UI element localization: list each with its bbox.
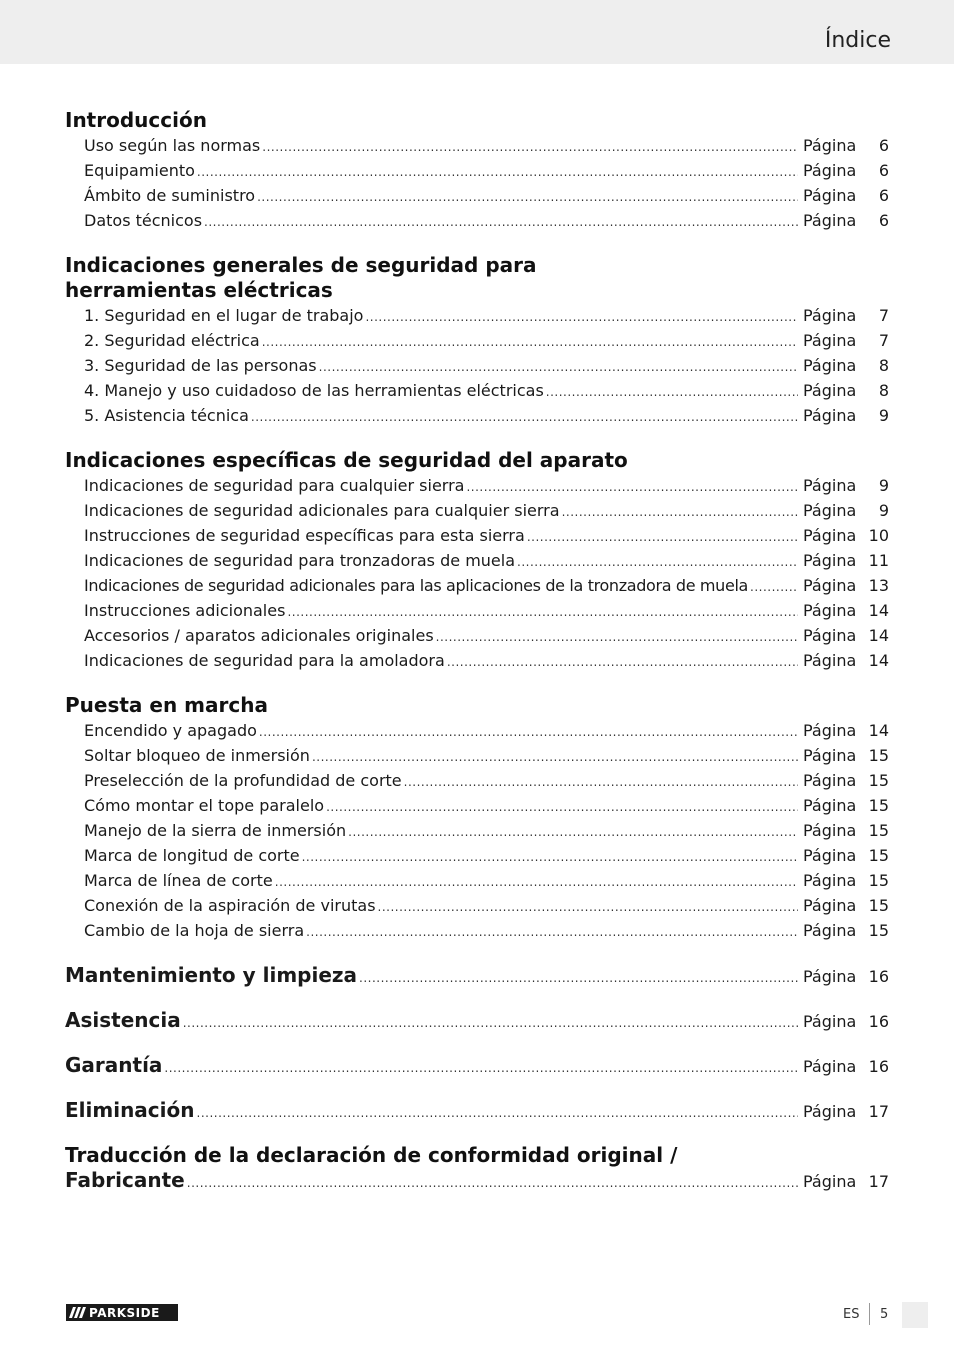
page-number: 16	[868, 967, 889, 986]
dot-leader	[287, 600, 798, 625]
entry-label: Conexión de la aspiración de virutas	[84, 896, 376, 915]
page-number: 9	[878, 501, 889, 520]
page-word: Página	[803, 1012, 857, 1031]
section-title-line2: Fabricante	[65, 1168, 185, 1192]
page-word: Página	[803, 476, 857, 495]
toc-entry[interactable]	[65, 473, 889, 498]
toc-entry[interactable]	[65, 523, 889, 548]
dot-leader	[197, 1101, 799, 1126]
dot-leader	[197, 160, 798, 185]
toc-entry[interactable]	[65, 183, 889, 208]
page-number: 9	[878, 406, 889, 425]
toc-entry[interactable]	[65, 893, 889, 918]
section-title: Indicaciones específicas de seguridad del aparato	[65, 448, 628, 472]
page-number: 17	[868, 1172, 889, 1191]
page-word: Página	[803, 526, 857, 545]
section-title: Introducción	[65, 108, 207, 132]
entry-label: 2. Seguridad eléctrica	[84, 331, 260, 350]
page-word: Página	[803, 746, 857, 765]
page-word: Página	[803, 921, 857, 940]
section-title: Asistencia	[65, 1008, 181, 1032]
section-title: Eliminación	[65, 1098, 195, 1122]
page-word: Página	[803, 1172, 857, 1191]
page-number: 15	[868, 796, 889, 815]
language-code: ES	[843, 1307, 860, 1322]
page-number: 15	[868, 821, 889, 840]
dot-leader	[164, 1056, 798, 1081]
entry-label: Indicaciones de seguridad para tronzadoras de muela	[84, 551, 516, 570]
toc-entry[interactable]	[65, 768, 889, 793]
toc-entry[interactable]	[65, 918, 889, 943]
page-word: Página	[803, 356, 857, 375]
entry-label: 4. Manejo y uso cuidadoso de las herramientas eléctricas	[84, 381, 544, 400]
toc-entry-fabricante[interactable]	[65, 1168, 889, 1193]
toc-entry[interactable]	[65, 208, 889, 233]
toc-entry[interactable]	[65, 598, 889, 623]
section-title-line2: herramientas eléctricas	[65, 278, 333, 302]
toc-entry[interactable]	[65, 378, 889, 403]
toc-entry[interactable]	[65, 843, 889, 868]
page-word: Página	[803, 381, 857, 400]
page-word: Página	[803, 896, 857, 915]
page-word: Página	[803, 601, 857, 620]
section-title: Garantía	[65, 1053, 163, 1077]
page-number: 10	[868, 526, 889, 545]
page-word: Página	[803, 186, 857, 205]
entry-label: Marca de longitud de corte	[84, 846, 300, 865]
page-number: 15	[868, 921, 889, 940]
page-number: 16	[868, 1012, 889, 1031]
dot-leader	[365, 305, 798, 330]
page-number: 6	[878, 211, 889, 230]
parkside-logo	[66, 1304, 178, 1321]
dot-leader	[319, 355, 798, 380]
page-word: Página	[803, 306, 857, 325]
toc-section-traduccion[interactable]	[65, 1143, 889, 1193]
entry-label: Manejo de la sierra de inmersión	[84, 821, 347, 840]
dot-leader	[546, 380, 798, 405]
entry-label: Indicaciones de seguridad adicionales para las aplicaciones de la tronzadora de muela	[84, 576, 749, 595]
page-word: Página	[803, 501, 857, 520]
dot-leader	[750, 575, 798, 600]
page-number: 6	[878, 186, 889, 205]
entry-label: Equipamiento	[84, 161, 195, 180]
toc-section-asistencia[interactable]	[65, 1008, 889, 1033]
page-number: 17	[868, 1102, 889, 1121]
page-word: Página	[803, 626, 857, 645]
dot-leader	[262, 135, 798, 160]
entry-label: 3. Seguridad de las personas	[84, 356, 317, 375]
entry-label: Accesorios / aparatos adicionales originales	[84, 626, 434, 645]
dot-leader	[187, 1171, 798, 1196]
page-number: 11	[868, 551, 889, 570]
page-word: Página	[803, 651, 857, 670]
toc-section-indicaciones-especificas	[65, 448, 889, 673]
section-title: Mantenimiento y limpieza	[65, 963, 358, 987]
page-number: 8	[878, 356, 889, 375]
toc-entry[interactable]	[65, 648, 889, 673]
dot-leader	[527, 525, 798, 550]
page-number: 7	[878, 331, 889, 350]
toc-entry[interactable]	[65, 133, 889, 158]
page-word: Página	[803, 771, 857, 790]
toc-section-indicaciones-generales	[65, 253, 889, 428]
page-number: 9	[878, 476, 889, 495]
dot-leader	[251, 405, 798, 430]
logo-stripes-icon	[66, 1304, 88, 1321]
page-number: 13	[868, 576, 889, 595]
entry-label: Instrucciones adicionales	[84, 601, 286, 620]
dot-leader	[378, 895, 798, 920]
dot-leader	[404, 770, 798, 795]
dot-leader	[348, 820, 798, 845]
page-word: Página	[803, 796, 857, 815]
dot-leader	[312, 745, 798, 770]
page-number: 15	[868, 771, 889, 790]
page-number: 15	[868, 746, 889, 765]
entry-label: Soltar bloqueo de inmersión	[84, 746, 310, 765]
page-number: 15	[868, 871, 889, 890]
entry-label: Uso según las normas	[84, 136, 261, 155]
page-number: 6	[878, 136, 889, 155]
entry-label: 1. Seguridad en el lugar de trabajo	[84, 306, 364, 325]
footer-divider	[869, 1303, 870, 1325]
dot-leader	[275, 870, 798, 895]
page-word: Página	[803, 721, 857, 740]
entry-label: Indicaciones de seguridad para la amoladora	[84, 651, 445, 670]
page-word: Página	[803, 1102, 857, 1121]
page-number: 14	[868, 601, 889, 620]
toc-entry[interactable]	[65, 158, 889, 183]
dot-leader	[466, 475, 798, 500]
page-word: Página	[803, 846, 857, 865]
section-title: Puesta en marcha	[65, 693, 268, 717]
dot-leader	[204, 210, 798, 235]
entry-label: Indicaciones de seguridad adicionales para cualquier sierra	[84, 501, 560, 520]
dot-leader	[436, 625, 798, 650]
page-word: Página	[803, 551, 857, 570]
page-word: Página	[803, 871, 857, 890]
footer-tab-box	[902, 1302, 928, 1328]
dot-leader	[257, 185, 798, 210]
page-word: Página	[803, 576, 857, 595]
dot-leader	[359, 966, 798, 991]
toc-entry[interactable]	[65, 718, 889, 743]
dot-leader	[517, 550, 798, 575]
section-title: Indicaciones generales de seguridad para	[65, 253, 537, 277]
logo-text: PARKSIDE	[89, 1305, 160, 1320]
toc-entry[interactable]	[65, 303, 889, 328]
page-number: 14	[868, 651, 889, 670]
dot-leader	[183, 1011, 798, 1036]
table-of-contents	[65, 108, 889, 1193]
entry-label: Marca de línea de corte	[84, 871, 273, 890]
page-number: 15	[868, 846, 889, 865]
dot-leader	[562, 500, 798, 525]
entry-label: Instrucciones de seguridad específicas para esta sierra	[84, 526, 525, 545]
entry-label: Datos técnicos	[84, 211, 203, 230]
toc-entry[interactable]	[65, 328, 889, 353]
toc-entry[interactable]	[65, 623, 889, 648]
toc-section-mantenimiento[interactable]	[65, 963, 889, 988]
toc-entry[interactable]	[65, 403, 889, 428]
page-word: Página	[803, 211, 857, 230]
toc-entry[interactable]	[65, 498, 889, 523]
dot-leader	[259, 720, 798, 745]
page-number: 14	[868, 721, 889, 740]
toc-section-puesta-en-marcha	[65, 693, 889, 943]
dot-leader	[326, 795, 798, 820]
page-word: Página	[803, 161, 857, 180]
page-number: 15	[868, 896, 889, 915]
section-title: Traducción de la declaración de conformidad original /	[65, 1143, 678, 1167]
toc-section-introduccion	[65, 108, 889, 233]
dot-leader	[262, 330, 798, 355]
entry-label: Cambio de la hoja de sierra	[84, 921, 305, 940]
page-word: Página	[803, 406, 857, 425]
toc-entry[interactable]	[65, 353, 889, 378]
toc-entry[interactable]	[65, 868, 889, 893]
page-number: 8	[878, 381, 889, 400]
page-word: Página	[803, 136, 857, 155]
entry-label: Encendido y apagado	[84, 721, 257, 740]
toc-entry[interactable]	[65, 743, 889, 768]
header-band	[0, 0, 954, 64]
page-number: 7	[878, 306, 889, 325]
entry-label: Indicaciones de seguridad para cualquier sierra	[84, 476, 465, 495]
page-word: Página	[803, 967, 857, 986]
toc-entry[interactable]	[65, 573, 889, 598]
toc-entry[interactable]	[65, 818, 889, 843]
page-number: 16	[868, 1057, 889, 1076]
entry-label: Ámbito de suministro	[84, 186, 256, 205]
entry-label: 5. Asistencia técnica	[84, 406, 249, 425]
dot-leader	[447, 650, 798, 675]
toc-section-eliminacion[interactable]	[65, 1098, 889, 1123]
page-word: Página	[803, 331, 857, 350]
page-word: Página	[803, 1057, 857, 1076]
toc-entry[interactable]	[65, 548, 889, 573]
page-word: Página	[803, 821, 857, 840]
dot-leader	[306, 920, 798, 945]
page-number: 6	[878, 161, 889, 180]
entry-label: Cómo montar el tope paralelo	[84, 796, 325, 815]
dot-leader	[302, 845, 798, 870]
toc-section-garantia[interactable]	[65, 1053, 889, 1078]
toc-entry[interactable]	[65, 793, 889, 818]
page-title: Índice	[824, 28, 891, 53]
page-number-footer: 5	[880, 1307, 889, 1322]
page-number: 14	[868, 626, 889, 645]
entry-label: Preselección de la profundidad de corte	[84, 771, 402, 790]
